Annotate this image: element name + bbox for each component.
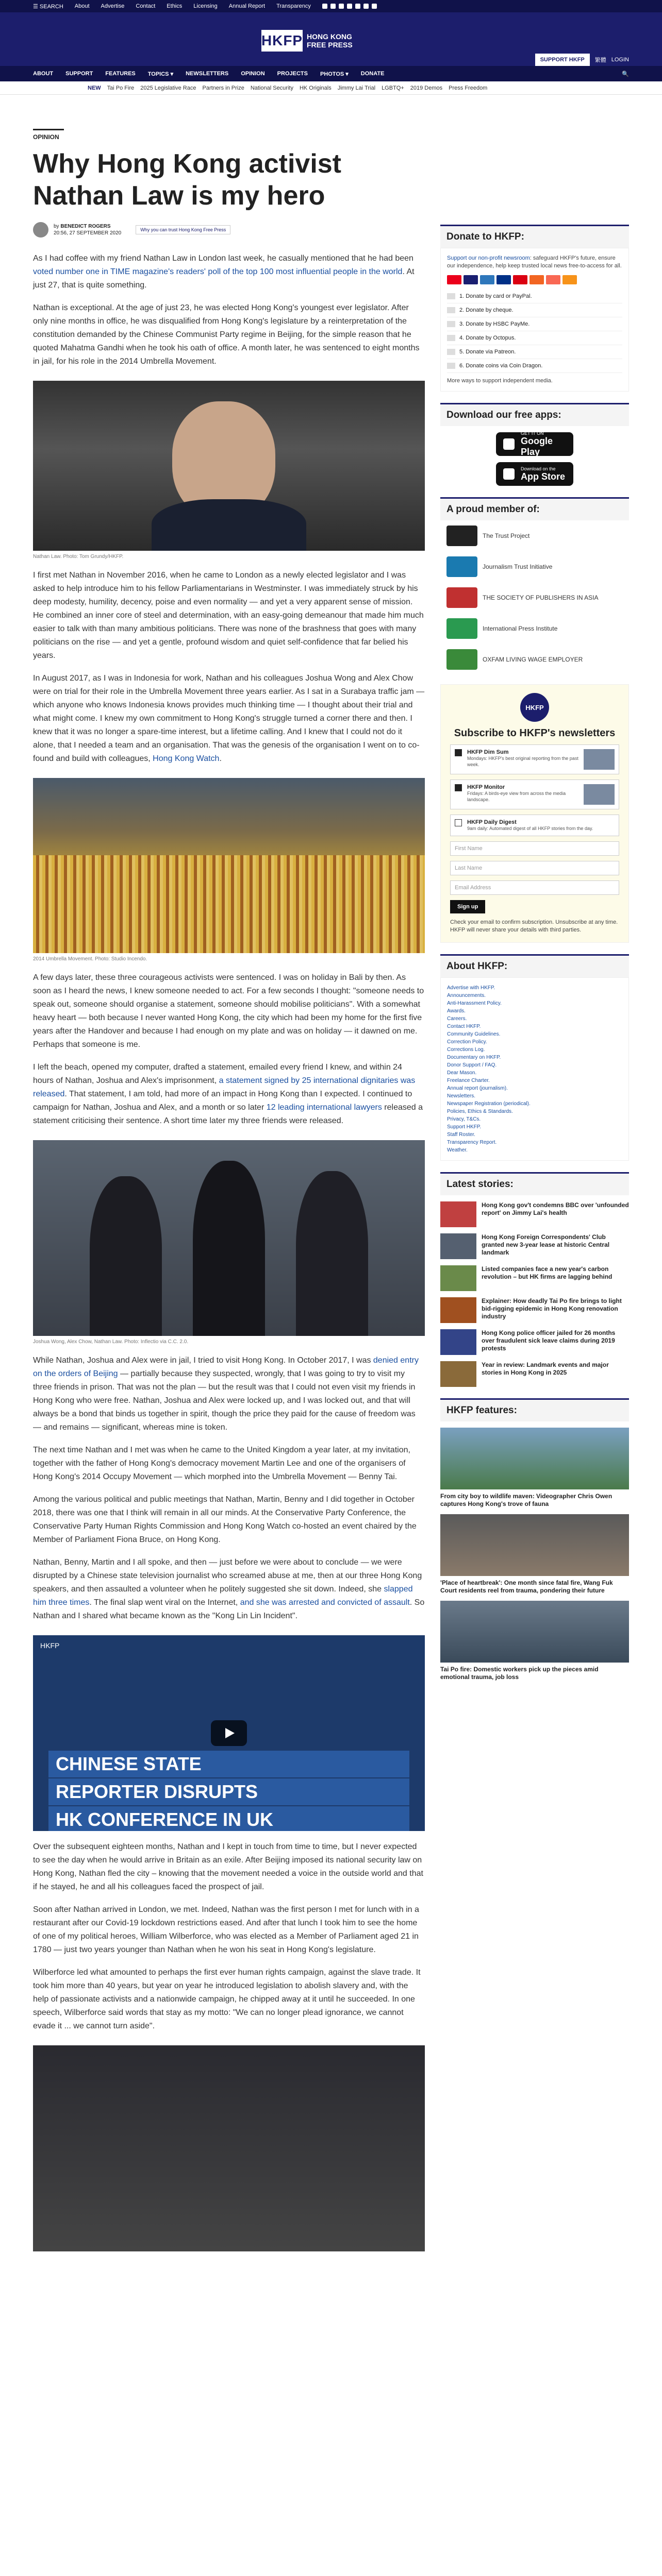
linkedin-icon[interactable] [363, 4, 369, 9]
latest-story[interactable] [440, 1265, 629, 1291]
trending-new-label: NEW [88, 84, 101, 91]
amex-icon [480, 275, 494, 284]
checkbox[interactable] [455, 749, 462, 756]
hong-kong-watch-link[interactable]: Hong Kong Watch [153, 754, 220, 763]
language-link[interactable]: 繁體 [594, 57, 606, 63]
about-link[interactable]: Awards. [447, 1008, 466, 1014]
youtube-icon[interactable] [347, 4, 352, 9]
about-link[interactable]: Contact HKFP. [447, 1024, 481, 1029]
latest-story[interactable] [440, 1329, 629, 1355]
byline-prefix: by [54, 224, 59, 229]
trending-item[interactable]: HK Originals [299, 84, 332, 91]
member-trust-project[interactable]: The Trust Project [440, 520, 629, 551]
trending-item[interactable]: 2025 Legislative Race [140, 84, 196, 91]
newsletter-option[interactable]: HKFP Daily Digest 9am daily: Automated digest of all HKFP stories from the day. [450, 815, 619, 836]
newsletter-option[interactable]: HKFP Monitor Fridays: A birds-eye view from across the media landscape. [450, 779, 619, 809]
paragraph: I first met Nathan in November 2016, when he came to London as a newly elected legislator and I was asked to help introduce him to his fellow Parliamentarians in Westminster. I was immediately struck by his deep modesty, humility, decency, poise and even normality — and yet a very apparent sense of mission. He combined an inner core of steel and determination, with an easy-going demeanour that made him much easier to talk with than many ambitious politicians. There was none of the brashness that goes with many politicians on the rise — and yet a gentle, profound wisdom and quiet self-confidence that far belied his years. [33, 571, 424, 660]
facebook-icon[interactable] [322, 4, 327, 9]
telegram-icon[interactable] [355, 4, 360, 9]
story-headline[interactable]: Year in review: Landmark events and major stories in Hong Kong in 2025 [482, 1361, 609, 1376]
features-list [440, 1428, 629, 1681]
about-link[interactable]: Transparency Report. [447, 1140, 497, 1145]
story-thumbnail[interactable] [440, 1361, 476, 1387]
trending-item[interactable]: Partners in Prize [202, 84, 244, 91]
nav-support[interactable]: SUPPORT [65, 71, 93, 77]
nav-projects[interactable]: PROJECTS [277, 71, 308, 77]
about-link[interactable]: Newsletters. [447, 1093, 476, 1099]
latest-story[interactable] [440, 1297, 629, 1323]
feature-headline[interactable]: From city boy to wildlife maven: Videographer Chris Owen captures Hong Kong's trove of fauna [440, 1493, 613, 1507]
logo-mark: HKFP [261, 30, 303, 52]
photo-figure [33, 778, 425, 962]
cheque-icon [447, 307, 455, 313]
about-link[interactable]: Announcements. [447, 993, 486, 998]
newsletter-thumb [584, 784, 615, 805]
octopus-icon [447, 335, 455, 341]
trending-item[interactable]: Press Freedom [449, 84, 488, 91]
about-heading: About HKFP: [440, 954, 629, 977]
video-caption-line: CHINESE STATE [48, 1751, 409, 1777]
story-thumbnail[interactable] [440, 1265, 476, 1291]
paragraph: Wilberforce led what amounted to perhaps the first ever human rights campaign, against the slave trade. It took him more than 40 years, but year on year he introduced legislation to abolish slavery and, with the help of passionate activists and a nationwide campaign, he chipped away at it until he succeeded. In one speech, Wilberforce said words that stay as my motto: "We can no longer plead ignorance, we cannot evade it ... we cannot turn aside". [33, 1968, 421, 2030]
about-links [440, 977, 629, 1161]
about-link[interactable]: Freelance Charter. [447, 1078, 490, 1083]
video-title: HKFP [40, 1641, 60, 1650]
patreon-icon [546, 275, 560, 284]
photo-figure [33, 381, 425, 560]
site-logo[interactable] [261, 30, 353, 52]
donation-method[interactable]: 4. Donate by Octopus. [447, 331, 622, 345]
search-icon[interactable]: 🔍 [622, 71, 629, 77]
embedded-video[interactable] [33, 1635, 425, 1831]
about-link[interactable]: Documentary on HKFP. [447, 1055, 501, 1060]
about-link[interactable]: Annual report (journalism). [447, 1086, 508, 1091]
topbar-about[interactable]: About [74, 3, 90, 9]
support-button[interactable]: SUPPORT HKFP [535, 54, 590, 66]
donation-method[interactable]: 6. Donate coins via Coin Dragon. [447, 359, 622, 373]
paragraph: Nathan, Benny, Martin and I all spoke, and then — just before we were about to conclude — we were disrupted by a Chinese state television journalist who screamed abuse at me, then at our three Hong Kong speakers, and then assaulted a volunteer when he politely suggested she sit down. Indeed, she slapped him three times. The final slap went viral on the Internet, and she was arrested and convicted of assault. So Nathan and I shared what became known as the "Kong Lin Lin Incident". [33, 1558, 425, 1620]
video-caption-line: REPORTER DISRUPTS [48, 1778, 409, 1805]
story-headline[interactable]: Hong Kong gov't condemns BBC over 'unfounded report' on Jimmy Lai's health [482, 1201, 629, 1216]
time-poll-link[interactable]: voted number one in TIME magazine's readers' poll of the top 100 most influential people in the world [33, 267, 403, 276]
email-input[interactable]: Email Address [450, 880, 619, 895]
photo-caption: Nathan Law. Photo: Tom Grundy/HKFP. [33, 554, 124, 560]
bitcoin-icon [562, 275, 577, 284]
first-name-input[interactable]: First Name [450, 841, 619, 856]
about-link[interactable]: Community Guidelines. [447, 1031, 501, 1037]
topbar-annual-report[interactable]: Annual Report [228, 3, 266, 9]
last-name-input[interactable]: Last Name [450, 861, 619, 875]
ipi-logo [446, 618, 477, 639]
about-link[interactable]: Policies, Ethics & Standards. [447, 1109, 513, 1114]
donate-heading: Donate to HKFP: [440, 225, 629, 248]
feature-headline[interactable]: 'Place of heartbreak': One month since fatal fire, Wang Fuk Court residents reel from trauma, pondering their future [440, 1579, 613, 1594]
main-nav [0, 66, 662, 81]
nav-opinion[interactable]: OPINION [241, 71, 265, 77]
trending-item[interactable]: Tai Po Fire [107, 84, 135, 91]
newsletter-title: Subscribe to HKFP's newsletters [454, 727, 616, 739]
topbar-search[interactable]: ☰ SEARCH [33, 3, 63, 10]
trending-item[interactable]: 2019 Demos [410, 84, 443, 91]
video-caption-line: HK CONFERENCE IN UK [48, 1806, 409, 1831]
statement-link[interactable]: a statement signed by 25 international dignitaries was released [33, 1076, 416, 1098]
donate-text: Support our non-profit newsroom: safeguard HKFP's future, ensure our independence, help keep trusted local news free-to-access for all. [447, 255, 622, 269]
nav-newsletters[interactable]: NEWSLETTERS [186, 71, 229, 77]
play-icon[interactable] [211, 1720, 247, 1746]
newsletter-thumb [584, 749, 615, 770]
byline-text [54, 223, 121, 236]
signup-button[interactable]: Sign up [450, 900, 485, 913]
member-sopa[interactable]: THE SOCIETY OF PUBLISHERS IN ASIA [440, 582, 629, 613]
paragraph: In August 2017, as I was in Indonesia for work, Nathan and his colleagues Joshua Wong and Alex Chow were on trial for their role in the Umbrella Movement three years earlier. As I sat in a Surabaya traffic jam — which anyone who knows Indonesia knows provides much thinking time — I thought about their trial and what might come. I knew my own commitment to Hong Kong's struggle turned a corner there and then. I knew that it was no longer a spare-time interest, but a lifetime calling. And I knew that I could not do it alone, that I needed a team and an organisation. That was the genesis of the organisation I went on to co-found and build with colleagues, Hong Kong Watch. [33, 674, 425, 763]
photo-final [33, 2045, 425, 2251]
paypal-icon [496, 275, 511, 284]
logo-line-1: HONG KONG [307, 32, 352, 41]
paragraph: As I had coffee with my friend Nathan Law in London last week, he casually mentioned that he had been voted number one in TIME magazine's readers' poll of the top 100 most influential people in the world. At just 27, that is quite something. [33, 254, 415, 290]
latest-story[interactable] [440, 1201, 629, 1227]
about-link[interactable]: Newspaper Registration (periodical). [447, 1101, 531, 1107]
apps-heading: Download our free apps: [440, 403, 629, 426]
trust-badge[interactable]: Why you can trust Hong Kong Free Press [136, 225, 230, 234]
visa-icon [464, 275, 478, 284]
paragraph: Soon after Nathan arrived in London, we met. Indeed, Nathan was the first person I met for lunch with in a restaurant after our Covid-19 lockdown restrictions eased. And after that lunch I took him to see the home of one of my political heroes, William Wilberforce, who was elected as a Member of Parliament aged 21 in 1780 — just two years younger than Nathan when he won his seat in Hong Kong's legislature. [33, 1905, 419, 1954]
google-play-badge[interactable]: GET IT ON Google Play [496, 432, 573, 456]
feature-headline[interactable]: Tai Po fire: Domestic workers pick up the pieces amid emotional trauma, job loss [440, 1666, 599, 1681]
donation-methods [447, 290, 622, 373]
paragraph: Over the subsequent eighteen months, Nathan and I kept in touch from time to time, but I never expected to see the day when he would arrive in Britain as an exile. After Beijing imposed its national security law on Hong Kong, Nathan fled the city – knowing that the movement needed a voice in the outside world and that if he stayed, he and all his colleagues faced the prospect of jail. [33, 1842, 423, 1891]
story-headline[interactable]: Explainer: How deadly Tai Po fire brings to light bid-rigging epidemic in Hong Kong renovation industry [482, 1297, 622, 1320]
feature-image[interactable] [440, 1601, 629, 1663]
story-thumbnail[interactable] [440, 1233, 476, 1259]
feature-image[interactable] [440, 1428, 629, 1489]
paragraph: The next time Nathan and I met was when he came to the United Kingdom a year later, at my invitation, together with the father of Hong Kong's democracy movement Martin Lee and one of the organisers of Hong Kong's 2014 Occupy Movement — which morphed into the Umbrella Movement — Benny Tai. [33, 1446, 410, 1481]
denied-entry-link[interactable]: denied entry on the orders of Beijing [33, 1356, 419, 1378]
oxfam-logo [446, 649, 477, 670]
newsletter-logo: HKFP [520, 693, 549, 722]
sidebar [440, 225, 629, 1681]
slapped-link[interactable]: slapped him three times [33, 1585, 413, 1607]
newsletter-option[interactable]: HKFP Dim Sum Mondays: HKFP's best original reporting from the past week. [450, 744, 619, 774]
feature-story[interactable] [440, 1601, 629, 1681]
nav-topics[interactable]: TOPICS ▾ [147, 71, 174, 77]
payment-icons [447, 275, 622, 284]
author-avatar [33, 222, 48, 238]
topbar-transparency[interactable]: Transparency [276, 3, 311, 9]
photo-umbrella-movement [33, 778, 425, 953]
features-heading: HKFP features: [440, 1398, 629, 1421]
topbar-licensing[interactable]: Licensing [193, 3, 218, 9]
newsletter-signup [440, 684, 629, 943]
mastercard-icon [447, 275, 461, 284]
author-name[interactable]: BENEDICT ROGERS [60, 224, 111, 229]
nav-donate[interactable]: DONATE [360, 71, 385, 77]
story-thumbnail[interactable] [440, 1297, 476, 1323]
about-link[interactable]: Advertise with HKFP. [447, 985, 495, 991]
paragraph: A few days later, these three courageous activists were sentenced. I was on holiday in Bali by then. As soon as I heard the news, I knew someone needed to act. For a few seconds I thought: "someone needs to speak out, someone should organise a statement, someone should mobilise politicians". With a somewhat heavy heart — both because I never wanted Hong Kong, the city which had been my home for the first five years after the Handover and because I had enough on my plate and was on holiday — it dawned on me. Perhaps that someone is me. [33, 973, 424, 1049]
donate-box [440, 248, 629, 392]
member-oxfam[interactable]: OXFAM LIVING WAGE EMPLOYER [440, 644, 629, 675]
donate-link[interactable]: Support our non-profit newsroom [447, 255, 530, 261]
members-heading: A proud member of: [440, 497, 629, 520]
checkbox[interactable] [455, 784, 462, 791]
story-headline[interactable]: Hong Kong police officer jailed for 26 months over fraudulent sick leave claims during 2019 protests [482, 1329, 616, 1352]
story-thumbnail[interactable] [440, 1201, 476, 1227]
donation-method[interactable]: 5. Donate via Patreon. [447, 345, 622, 359]
rss-icon[interactable] [372, 4, 377, 9]
story-thumbnail[interactable] [440, 1329, 476, 1355]
feature-story[interactable] [440, 1514, 629, 1595]
masthead [0, 12, 662, 66]
photo-figure [33, 1140, 425, 1345]
patreon-icon [447, 349, 455, 355]
about-link[interactable]: Support HKFP. [447, 1124, 481, 1130]
convicted-link[interactable]: and she was arrested and convicted of assault [240, 1598, 410, 1607]
latest-heading: Latest stories: [440, 1172, 629, 1195]
photo-caption: 2014 Umbrella Movement. Photo: Studio Incendo. [33, 956, 147, 962]
about-link[interactable]: Privacy, T&Cs. [447, 1116, 481, 1122]
photo-figure [33, 2045, 425, 2251]
about-link[interactable]: Dear Mason. [447, 1070, 477, 1076]
byline [33, 222, 425, 238]
sopa-logo [446, 587, 477, 608]
photo-caption: Joshua Wong, Alex Chow, Nathan Law. Photo: Inflectio via C.C. 2.0. [33, 1339, 189, 1345]
payme-icon [447, 321, 455, 327]
topbar-advertise[interactable]: Advertise [101, 3, 125, 9]
hsbc-icon [513, 275, 527, 284]
latest-stories [440, 1201, 629, 1387]
about-link[interactable]: Anti-Harassment Policy. [447, 1001, 502, 1006]
paragraph: While Nathan, Joshua and Alex were in jail, I tried to visit Hong Kong. In October 2017, I was denied entry on the orders of Beijing — partially because they suspected, wrongly, that I was going to try to visit my three friends in prison. That was not the plan — but the result was that I could not even visit my friends in Hong Kong who were free. Nathan, Joshua and Alex were locked up, and I was locked out, and that will always be a bond that binds us together in spirit, though the price they paid for the cause of freedom was — and remains — significant, whereas mine is token. [33, 1356, 419, 1432]
nav-about[interactable]: ABOUT [33, 71, 54, 77]
coin-icon [447, 363, 455, 369]
story-headline[interactable]: Hong Kong Foreign Correspondents' Club granted new 3-year lease at historic Central landmark [482, 1233, 610, 1256]
photo-nathan-law [33, 381, 425, 551]
newsletter-note: Check your email to confirm subscription. Unsubscribe at any time. HKFP will never share your details with third parties. [450, 919, 618, 933]
article [33, 129, 425, 2251]
trending-bar [0, 81, 662, 95]
nav-features[interactable]: FEATURES [105, 71, 136, 77]
masthead-actions [535, 54, 629, 66]
about-link[interactable]: Weather. [447, 1147, 468, 1153]
about-link[interactable]: Correction Policy. [447, 1039, 487, 1045]
trending-item[interactable]: Jimmy Lai Trial [337, 84, 376, 91]
feature-story[interactable] [440, 1428, 629, 1508]
photo-three-activists [33, 1140, 425, 1336]
more-ways-link[interactable]: More ways to support independent media. [447, 378, 553, 384]
member-ipi[interactable]: International Press Institute [440, 613, 629, 644]
topbar-contact[interactable]: Contact [136, 3, 156, 9]
donation-method[interactable]: 1. Donate by card or PayPal. [447, 290, 622, 303]
paragraph: Nathan is exceptional. At the age of just 23, he was elected Hong Kong's youngest ever legislator. After only nine months in office, he was disqualified from Hong Kong's legislature by a reinterpretation of the constitution demanded by the Chinese Communist Party regime in Beijing, for the simple reason that he quoted Mahatma Gandhi when he took his oath of office. A month later, he was sentenced to eight months in jail, for his role in the 2014 Umbrella Movement. [33, 303, 420, 366]
latest-story[interactable] [440, 1233, 629, 1259]
jti-logo [446, 556, 477, 577]
section-label[interactable]: OPINION [33, 129, 64, 141]
publish-date: 20:56, 27 SEPTEMBER 2020 [54, 230, 122, 236]
feature-image[interactable] [440, 1514, 629, 1576]
about-link[interactable]: Corrections Log. [447, 1047, 485, 1053]
donation-method[interactable]: 3. Donate by HSBC PayMe. [447, 317, 622, 331]
about-link[interactable]: Donor Support / FAQ. [447, 1062, 497, 1068]
checkbox[interactable] [455, 819, 462, 826]
nav-photos[interactable]: PHOTOS ▾ [320, 71, 349, 77]
app-store-badge[interactable]: Download on the App Store [496, 462, 573, 486]
social-icons [322, 4, 377, 9]
paragraph: I left the beach, opened my computer, drafted a statement, emailed every friend I knew, and within 24 hours of Nathan, Joshua and Alex's imprisonment, a statement signed by 25 international dignitaries was released. That statement, I am told, had more of an impact in Hong Kong than I expected. I continued to campaign for Nathan, Joshua and Alex, and a month or so later 12 leading international lawyers released a statement criticising their sentence. A short time later my three friends were released. [33, 1063, 423, 1125]
topbar-ethics[interactable]: Ethics [167, 3, 183, 9]
paragraph: Among the various political and public meetings that Nathan, Martin, Benny and I did together in October 2018, there was one that I think will remain in all our minds. At the Conservative Party Conference, the Conservative Party Human Rights Commission and Hong Kong Watch co-hosted an event chaired by the Member of Parliament Fiona Bruce, on Hong Kong. [33, 1495, 417, 1544]
about-link[interactable]: Careers. [447, 1016, 467, 1022]
logo-wordmark [307, 32, 353, 49]
article-title: Why Hong Kong activist Nathan Law is my hero [33, 149, 341, 211]
card-icon [447, 293, 455, 299]
about-link[interactable]: Staff Roster. [447, 1132, 475, 1138]
login-link[interactable]: LOGIN [611, 57, 629, 63]
trust-project-logo [446, 526, 477, 546]
twitter-icon[interactable] [330, 4, 336, 9]
lawyers-link[interactable]: 12 leading international lawyers [266, 1103, 382, 1112]
donation-method[interactable]: 2. Donate by cheque. [447, 303, 622, 317]
top-utility-bar [0, 0, 662, 12]
instagram-icon[interactable] [339, 4, 344, 9]
trending-item[interactable]: National Security [250, 84, 293, 91]
latest-story[interactable] [440, 1361, 629, 1387]
member-jti[interactable]: Journalism Trust Initiative [440, 551, 629, 582]
story-headline[interactable]: Listed companies face a new year's carbon revolution – but HK firms are lagging behind [482, 1265, 613, 1280]
trending-item[interactable]: LGBTQ+ [382, 84, 404, 91]
octopus-icon [529, 275, 544, 284]
logo-line-2: FREE PRESS [307, 41, 353, 49]
